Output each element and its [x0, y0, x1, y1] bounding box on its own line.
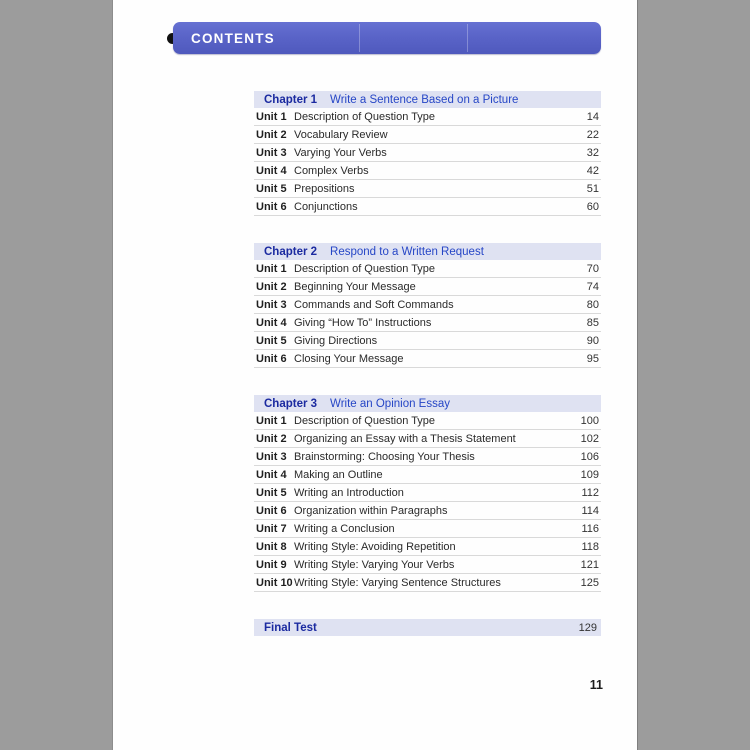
unit-title: Beginning Your Message	[294, 280, 416, 293]
toc-row	[254, 260, 601, 278]
toc-row	[254, 126, 601, 144]
banner-divider	[467, 24, 468, 52]
unit-label: Unit 6	[256, 200, 287, 213]
chapter-label: Chapter 3	[264, 397, 318, 410]
toc-row	[254, 556, 601, 574]
unit-title: Giving “How To” Instructions	[294, 316, 432, 329]
unit-page-number: 109	[580, 468, 599, 481]
toc-row	[254, 332, 601, 350]
toc-row	[254, 162, 601, 180]
toc-row	[254, 538, 601, 556]
unit-page-number: 51	[586, 182, 599, 195]
chapter-title: Respond to a Written Request	[330, 245, 484, 258]
toc-row	[254, 180, 601, 198]
unit-label: Unit 10	[256, 576, 293, 589]
unit-page-number: 116	[581, 522, 599, 535]
chapter-header	[254, 243, 601, 260]
unit-label: Unit 3	[256, 298, 287, 311]
toc-row	[254, 466, 601, 484]
unit-title: Description of Question Type	[294, 110, 436, 123]
unit-label: Unit 6	[256, 352, 287, 365]
chapter-title: Write a Sentence Based on a Picture	[330, 93, 519, 106]
unit-title: Prepositions	[294, 182, 355, 195]
unit-label: Unit 1	[256, 414, 287, 427]
toc-row	[254, 412, 601, 430]
unit-page-number: 80	[586, 298, 599, 311]
unit-title: Writing Style: Avoiding Repetition	[294, 540, 456, 553]
unit-label: Unit 5	[256, 182, 287, 195]
toc-row	[254, 108, 601, 126]
unit-page-number: 42	[586, 164, 599, 177]
toc-row	[254, 502, 601, 520]
toc-row	[254, 574, 601, 592]
unit-label: Unit 2	[256, 128, 287, 141]
unit-label: Unit 2	[256, 432, 287, 445]
final-test-row	[254, 619, 601, 636]
contents-banner	[173, 22, 601, 54]
unit-label: Unit 1	[256, 262, 287, 275]
unit-title: Writing Style: Varying Sentence Structures	[294, 576, 501, 589]
chapter-section	[254, 243, 601, 368]
unit-title: Writing a Conclusion	[294, 522, 395, 535]
toc-row	[254, 448, 601, 466]
toc-row	[254, 314, 601, 332]
unit-title: Conjunctions	[294, 200, 358, 213]
final-test-page: 129	[578, 621, 597, 634]
unit-page-number: 114	[581, 504, 599, 517]
unit-label: Unit 7	[256, 522, 287, 535]
unit-label: Unit 8	[256, 540, 287, 553]
unit-label: Unit 4	[256, 468, 287, 481]
toc-row	[254, 198, 601, 216]
toc-row	[254, 520, 601, 538]
unit-title: Organization within Paragraphs	[294, 504, 448, 517]
chapter-label: Chapter 1	[264, 93, 318, 106]
unit-title: Closing Your Message	[294, 352, 404, 365]
unit-title: Description of Question Type	[294, 414, 436, 427]
unit-page-number: 106	[580, 450, 599, 463]
toc-row	[254, 144, 601, 162]
unit-page-number: 60	[586, 200, 599, 213]
unit-title: Description of Question Type	[294, 262, 436, 275]
chapter-header	[254, 395, 601, 412]
unit-label: Unit 5	[256, 486, 287, 499]
unit-page-number: 121	[580, 558, 599, 571]
chapter-section	[254, 395, 601, 592]
document-page	[112, 0, 638, 750]
unit-label: Unit 9	[256, 558, 287, 571]
toc-row	[254, 296, 601, 314]
unit-page-number: 95	[586, 352, 599, 365]
toc-row	[254, 278, 601, 296]
unit-label: Unit 2	[256, 280, 287, 293]
unit-title: Making an Outline	[294, 468, 383, 481]
toc-row	[254, 484, 601, 502]
unit-label: Unit 3	[256, 450, 287, 463]
unit-title: Vocabulary Review	[294, 128, 388, 141]
unit-page-number: 14	[586, 110, 599, 123]
unit-title: Complex Verbs	[294, 164, 369, 177]
unit-label: Unit 1	[256, 110, 287, 123]
chapter-header	[254, 91, 601, 108]
unit-label: Unit 3	[256, 146, 287, 159]
unit-page-number: 118	[581, 540, 599, 553]
unit-title: Varying Your Verbs	[294, 146, 387, 159]
unit-title: Organizing an Essay with a Thesis Statement	[294, 432, 516, 445]
unit-title: Writing an Introduction	[294, 486, 404, 499]
chapter-section	[254, 91, 601, 216]
unit-title: Commands and Soft Commands	[294, 298, 454, 311]
chapter-title: Write an Opinion Essay	[330, 397, 450, 410]
final-test-label: Final Test	[264, 621, 317, 634]
unit-page-number: 90	[586, 334, 599, 347]
unit-page-number: 70	[586, 262, 599, 275]
contents-title: CONTENTS	[191, 30, 275, 46]
toc-row	[254, 430, 601, 448]
unit-page-number: 112	[581, 486, 599, 499]
toc-row	[254, 350, 601, 368]
unit-label: Unit 4	[256, 316, 287, 329]
page-number: 11	[589, 678, 603, 692]
unit-page-number: 102	[580, 432, 599, 445]
unit-page-number: 22	[586, 128, 599, 141]
unit-label: Unit 6	[256, 504, 287, 517]
table-of-contents	[254, 91, 601, 636]
chapter-label: Chapter 2	[264, 245, 318, 258]
banner-divider	[359, 24, 360, 52]
unit-page-number: 100	[580, 414, 599, 427]
unit-page-number: 32	[586, 146, 599, 159]
unit-title: Brainstorming: Choosing Your Thesis	[294, 450, 475, 463]
unit-label: Unit 4	[256, 164, 287, 177]
unit-title: Writing Style: Varying Your Verbs	[294, 558, 455, 571]
unit-title: Giving Directions	[294, 334, 378, 347]
unit-page-number: 125	[580, 576, 599, 589]
unit-page-number: 85	[586, 316, 599, 329]
unit-page-number: 74	[586, 280, 599, 293]
unit-label: Unit 5	[256, 334, 287, 347]
